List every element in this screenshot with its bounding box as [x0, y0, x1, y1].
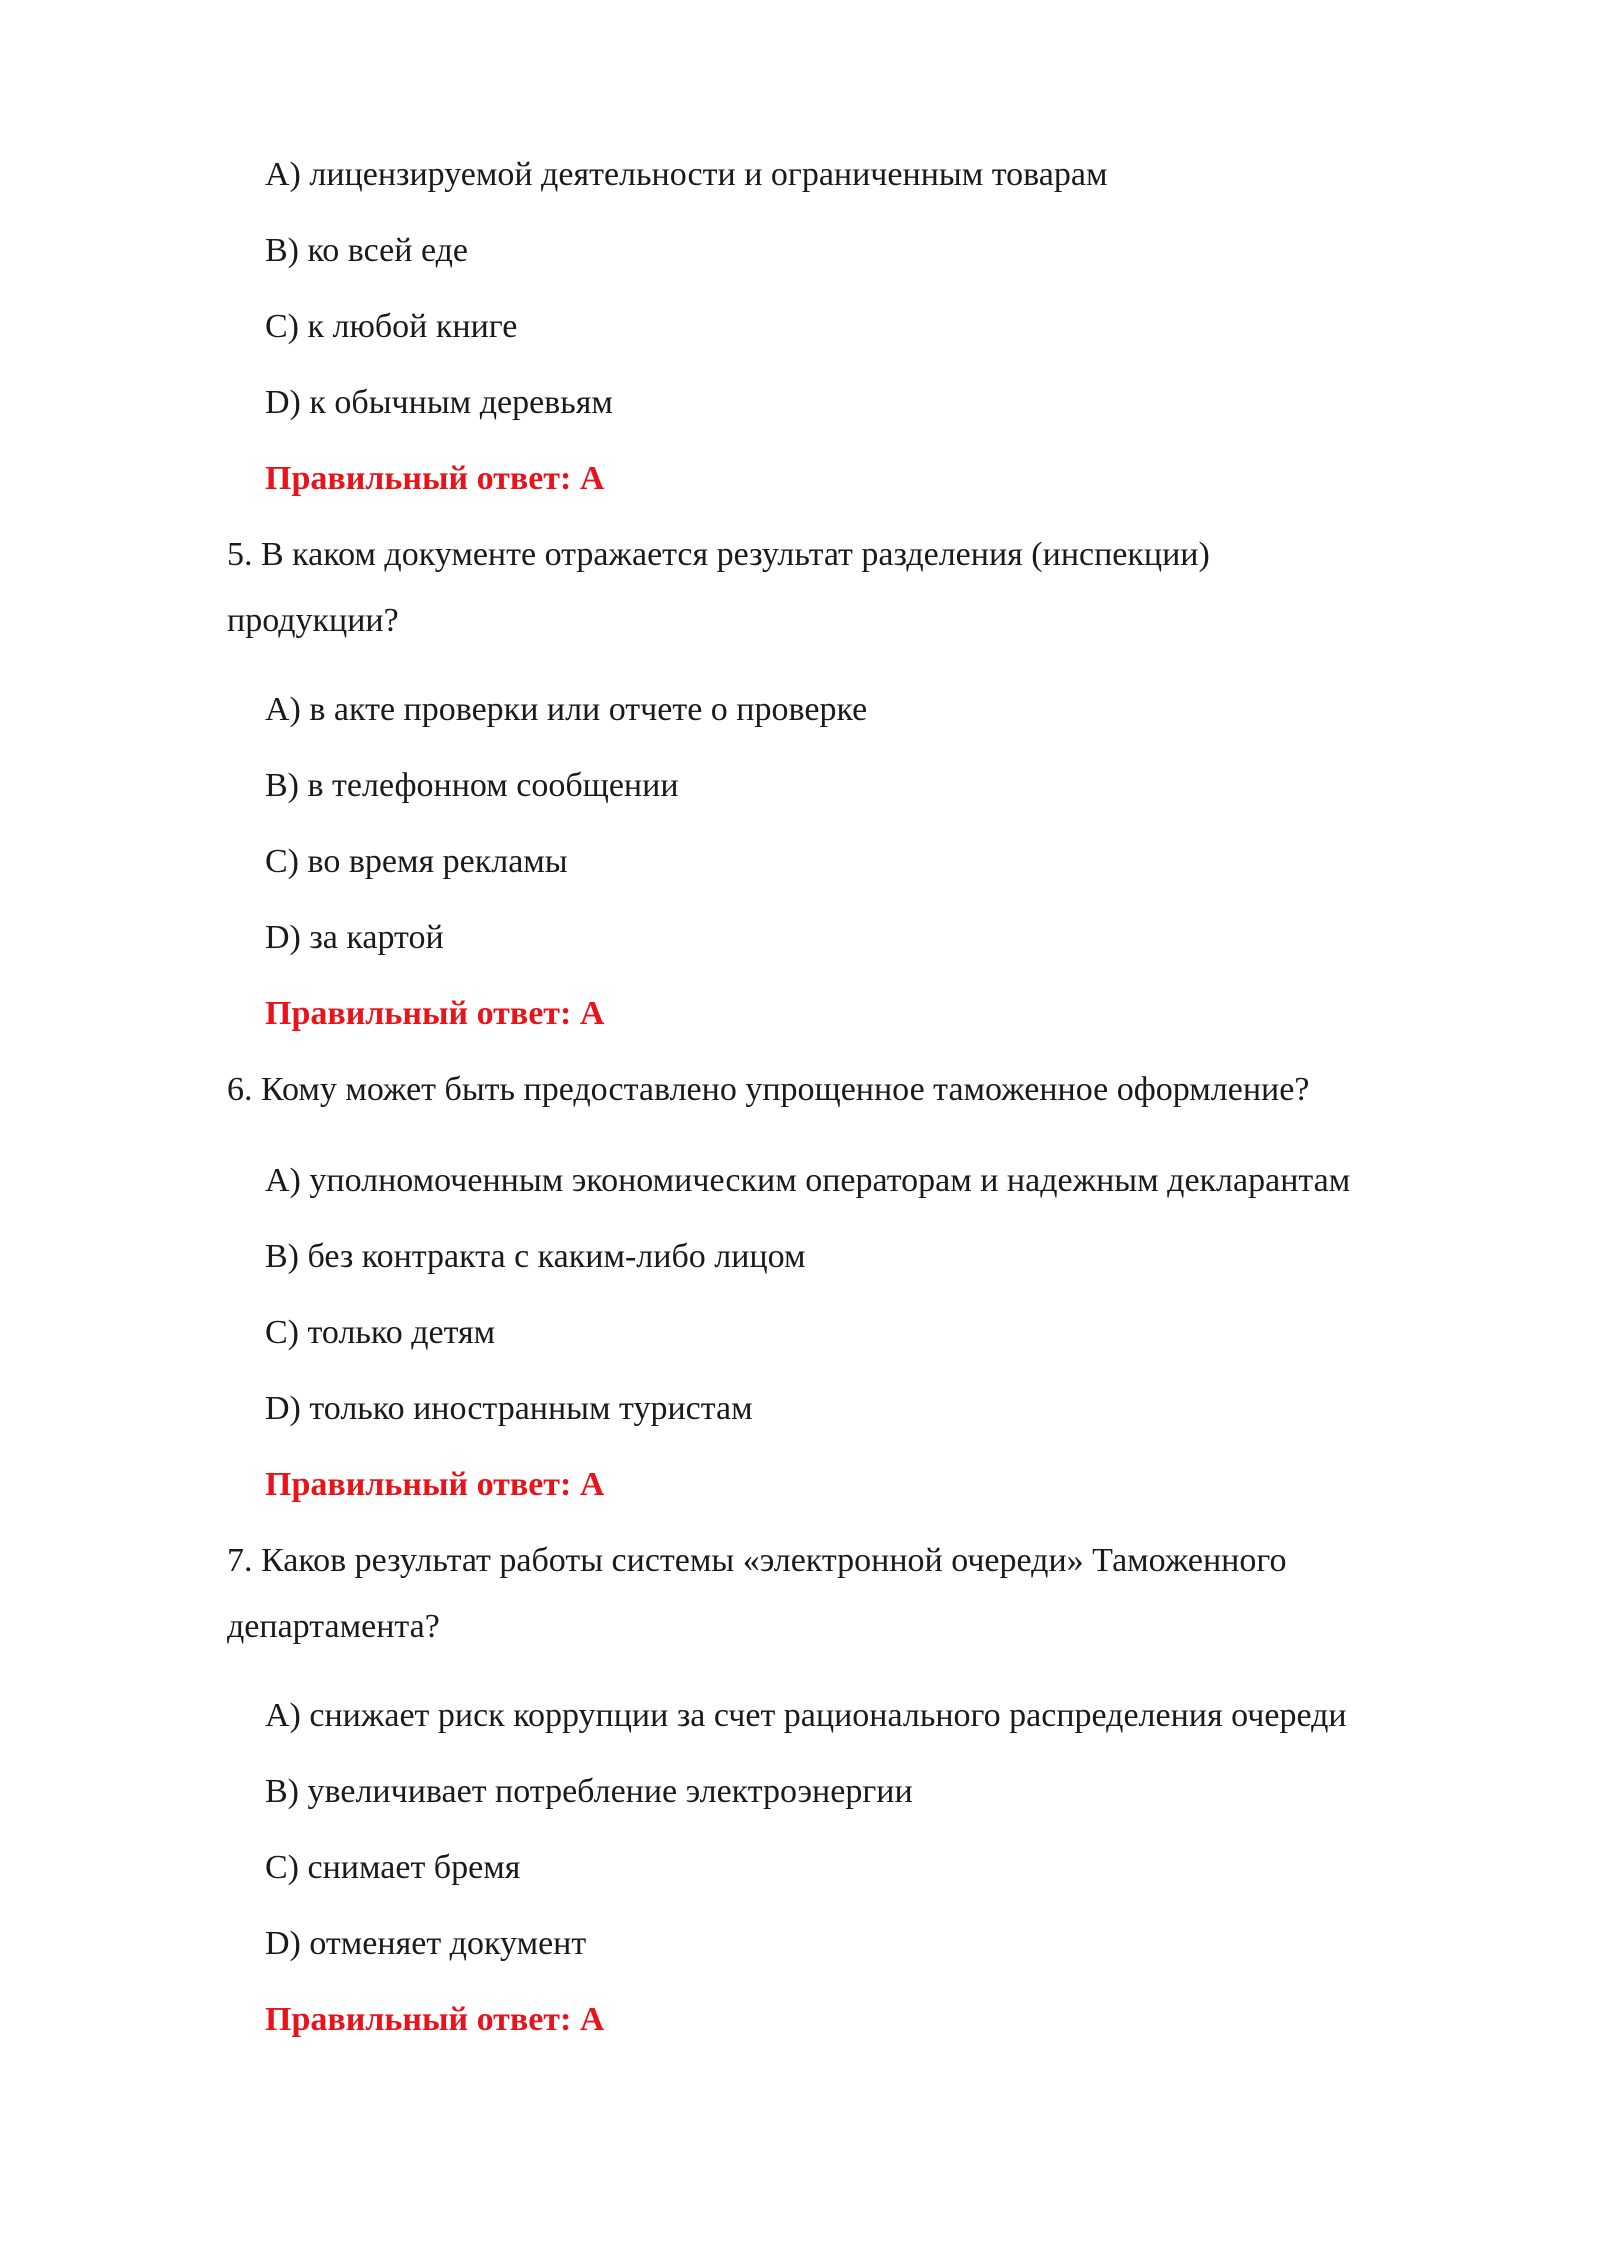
correct-answer: Правильный ответ: A [265, 460, 605, 497]
option-a: A) снижает риск коррупции за счет рационального распределения очереди [265, 1697, 1347, 1734]
option-c: C) к любой книге [265, 308, 518, 345]
option-a: A) лицензируемой деятельности и ограниченным товарам [265, 156, 1108, 193]
option-c: C) во время рекламы [265, 843, 568, 880]
option-b: B) увеличивает потребление электроэнергии [265, 1773, 913, 1810]
question-5-text: 5. В каком документе отражается результат разделения (инспекции) [227, 536, 1210, 573]
question-5-text-cont: продукции? [227, 602, 399, 639]
question-7-text: 7. Каков результат работы системы «электронной очереди» Таможенного [227, 1542, 1287, 1579]
option-b: B) ко всей еде [265, 232, 468, 269]
option-d: D) отменяет документ [265, 1925, 587, 1962]
option-b: B) без контракта с каким-либо лицом [265, 1238, 806, 1275]
option-d: D) к обычным деревьям [265, 384, 613, 421]
option-c: C) снимает бремя [265, 1849, 521, 1886]
correct-answer: Правильный ответ: A [265, 2001, 605, 2038]
option-d: D) только иностранным туристам [265, 1390, 753, 1427]
option-b: B) в телефонном сообщении [265, 767, 679, 804]
option-a: A) уполномоченным экономическим операторам и надежным декларантам [265, 1162, 1351, 1199]
correct-answer: Правильный ответ: A [265, 995, 605, 1032]
option-d: D) за картой [265, 919, 444, 956]
question-6-text: 6. Кому может быть предоставлено упрощенное таможенное оформление? [227, 1071, 1310, 1108]
option-a: A) в акте проверки или отчете о проверке [265, 691, 868, 728]
question-7-text-cont: департамента? [227, 1608, 440, 1645]
option-c: C) только детям [265, 1314, 496, 1351]
correct-answer: Правильный ответ: A [265, 1466, 605, 1503]
